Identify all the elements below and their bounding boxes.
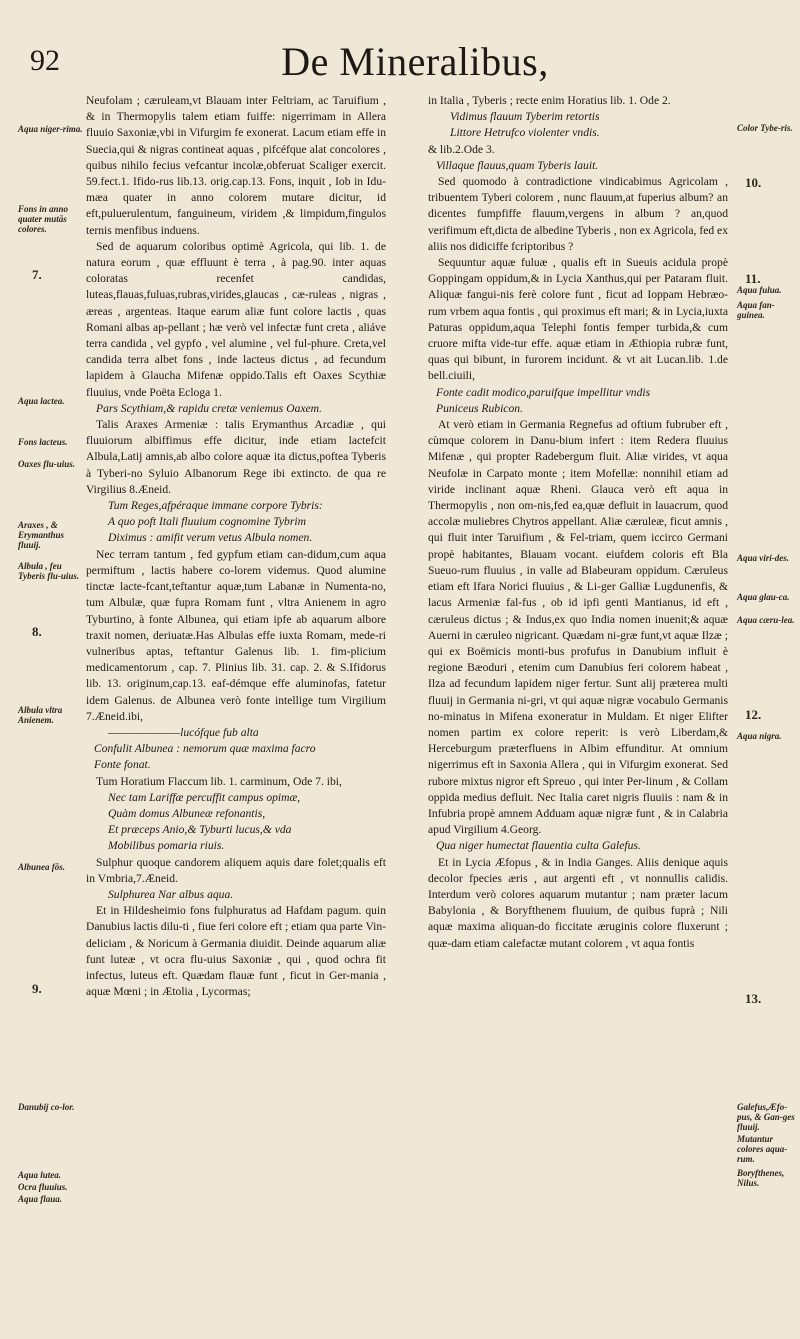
margin-note: Aqua cæru-lea. (737, 615, 795, 625)
margin-note: Aqua flaua. (18, 1194, 63, 1204)
running-title: De Mineralibus, (281, 39, 549, 84)
section-number: 9. (32, 981, 42, 996)
margin-note: Albula , feu Tyberis flu-uius. (18, 561, 80, 581)
paragraph: ———————lucófque fub alta (108, 725, 259, 739)
paragraph: Confulit Albunea : nemorum quæ maxima facro (94, 742, 316, 756)
paragraph: Puniceus Rubicon. (436, 401, 523, 415)
paragraph: Nec tam Lariffæ percuffit campus opimæ, (108, 790, 301, 804)
margin-note: Boryfthenes, Nilus. (737, 1168, 785, 1188)
paragraph: Mobilibus pomaria riuis. (108, 839, 225, 853)
margin-note: Araxes , & Erymanthus fluuij. (18, 520, 65, 550)
paragraph: Pars Scythiam,& rapidu cretæ veniemus Oaxem. (96, 401, 322, 415)
margin-note: Aqua nigra. (737, 731, 782, 741)
section-number: 13. (745, 991, 762, 1006)
margin-note: Aqua viri-des. (737, 553, 790, 563)
margin-note: Aqua lutea. (18, 1170, 62, 1180)
margin-note: Aqua fan-guinea. (737, 300, 775, 320)
paragraph: & lib.2.Ode 3. (428, 142, 495, 156)
paragraph: in Italia , Tyberis ; recte enim Horatius lib. 1. Ode 2. (428, 94, 671, 107)
paragraph: Vidimus flauum Tyberim retortis (450, 110, 600, 124)
margin-note: Aqua fulua. (737, 285, 782, 295)
left-column (86, 93, 386, 1000)
paragraph: Nec terram tantum , fed gypfum etiam can-didum,cum aqua permiftum , lactis habere co-lorem videmus. Quod alumine tinctæ lacte-fcant,teftantur aquæ,tum Labanæ in Numenta-no, tum Albulæ, quæ fupra Romam funt , vltra Anienem in agro Tyburtino, à fonte Albunea, qui etiam ipfe ab aquarum albore traxit nomen, deriuatæ.Has Albulas effe iuxta Romam, mede-ri vulneribus aptas, teftantur Galenus lib. 1. fim-plicium medicamentorum , cap. 7. Plinius lib. 31. cap. 2. & S.Ifidorus lib. 13. originum,cap.13. eaf-démque effe aluminofas, fatetur idem Galenus. de Albunea verò fonte intellige tum Virgilium 7.Æneid.ibi, (86, 547, 386, 723)
section-number: 8. (32, 624, 42, 639)
page-header (0, 0, 800, 95)
margin-note: Oaxes flu-uius. (18, 459, 76, 469)
margin-note: Aqua lactea. (18, 396, 65, 406)
paragraph: Sed quomodo à contradictione vindicabimus Agricolam , tribuentem Tyberi colorem , nunc flauum,at fuperius album? an dicentes fumpfiffe flauum,vergens in album ? an,quod verifimum eft,dicta de albedine Tyberis , non ex Agricola, fed ex aliis nos didiciffe fcriptoribus ? (428, 175, 728, 253)
paragraph: Sed de aquarum coloribus optimè Agricola, qui lib. 1. de natura eorum , quæ effluunt è terra , à pag.90. inter aquas coloratas recenfet candidas, luteas,flauas,fuluas,rubras,virides,glaucas , cæ-ruleas , nigras , æreas , argenteas. Itaque earum aliæ funt colore lactis , quas Romani albas ap-pellant ; hæ verò vel infectæ funt creta , aliáve terra candida , vel gypfo , vel alumine , vel ful-phure. Creta,vel candida terra albet fons , inde lacteus dictus , ad fecundum lapidem à Glaucha Mifenæ oppido.Talis eft Oaxes Scythiæ fluuius, vnde Poëta Ecloga 1. (86, 239, 386, 399)
paragraph: Neufolam ; cæruleam,vt Blauam inter Feltriam, ac Taruifium , & in Thermopylis talem etiam fuiffe: nigerrimam in Allera fluuio Saxoniæ,vbi in Vifurgim fe exonerat. Lacum etiam effe in Suecia,qui & nigras contineat aquas , pifcéfque alat concolores , quibus nihilo fecius vefcantur incolæ,obferuat Scaliger exercit. 59.fect.1. Ifido-rus lib.13. orig.cap.13. Fons, inquit , Iob in Idu-mæa quater in anno colorem mutare dicitur, id eft,puluerulentum, fanguineum, viridem ,& limpidum,fingulos ternis menfibus induens. (86, 94, 386, 237)
paragraph: Villaque flauus,quam Tyberis lauit. (436, 158, 599, 172)
paragraph: Sequuntur aquæ fuluæ , qualis eft in Sueuis acidula propè Goppingam oppidum,& in Lycia Xanthus,qui per Pataram fluit. Aliquæ fangui-nis ferè colore funt , ficut ad Ioppam Hebræo-rum vrbem aqua fontis , qui proximus eft mari; & in Lycia,iuxta Paturas oppidum,aqua Telephi fontis femper turbida,& cum cruore mifta vide-tur effe. aquæ etiam in Æthiopia rubræ funt, quas qui bibunt, in furorem incidunt. & vt ait Lucan.lib. 1.de bell.ciuili, (428, 256, 728, 383)
margin-note: Ocra fluuius. (18, 1182, 68, 1192)
paragraph: Quàm domus Albuneæ refonantis, (108, 806, 266, 820)
margin-note: Color Tybe-ris. (737, 123, 793, 133)
margin-note: Aqua glau-ca. (737, 592, 790, 602)
paragraph: Et in Hildesheimio fons fulphuratus ad Hafdam pagum. quin Danubius lactis dilu-ti , fiue feri colore eft ; etiam qua parte Vin-deliciam , & Noricum à Germania diuidit. Deinde aquarum aliæ funt luteæ , vt ocra flu-uius Saxoniæ , qui , quod ochra fit infectus, luteus eft. Quædam flauæ funt , ficut in Ger-mania , aquæ Mœni ; in Ætolia , Lycormas; (86, 904, 386, 999)
paragraph: Littore Hetrufco violenter vndis. (450, 126, 600, 140)
paragraph: Et præceps Anio,& Tyburti lucus,& vda (108, 823, 292, 837)
margin-note: Albula vltra Anienem. (18, 705, 63, 725)
paragraph: Sulphur quoque candorem aliquem aquis dare folet;qualis eft in Vmbria,7.Æneid. (86, 855, 386, 885)
section-number: 7. (32, 267, 42, 282)
margin-note: Fons in anno quater mutās colores. (18, 204, 69, 234)
paragraph: Qua niger humectat flauentia culta Galefus. (436, 839, 641, 853)
margin-note: Albunea fōs. (18, 862, 66, 872)
section-number: 11. (745, 271, 761, 286)
margin-note: Aqua niger-rima. (18, 124, 83, 134)
paragraph: Talis Araxes Armeniæ : talis Erymanthus Arcadiæ , qui fluuiorum albiffimus effe dicitur, inde etiam lactefcit Albula,Latij amnis,ab albo colore aquæ ita dictus,poftea Tyberis à Tyberi-no Syluio Albanorum Rege ibi extincto. de qua re Virgilius 8.Æneid. (86, 418, 386, 496)
paragraph: At verò etiam in Germania Regnefus ad oftium fubruber eft , cùmque colorem in Danu-bium infert : item Redera fluuius Mifenæ , qui propter Radebergum fluit. Aliæ virides, vt aqua Neufolæ in Carpato monte ; item Mofellæ: nonnihil etiam ad viride inclinant aquæ Rheni. Glauca verò eft aqua in Thermopylis , non om-nis,fed ea,quæ defluit in lauacrum, quod accolæ muliebres Chytros appellant. Aliæ cæruleæ, ficut amnis , qui fluit inter Taruifium , & Fel-triam, quem iccirco Germani propè habitantes, Blauam vocant. eiufdem coloris eft Bla Sueuo-rum fluuius , in valle ad Blabeuram oppidum. Cæruleus etiam eft Ifara Norici fluuius , & Li-ger Galliæ Lugdunenfis, & lacus Armeniæ fal-fus , ob id ipfi genti Mantianus, id eft , cæruleus dictus ; & Indus,ex quo India nomen inuenit;& aquæ Auerni in cæruleo nigricant. Quædam ni-græ funt,vt aquæ Ilzæ ; qui ex Boëmicis monti-bus profufus in Danubium influit è regione Bæoduri , etenim cum Danubius feri colorem habeat , Ilza ad fecundum lapidem niger fertur. Sunt alij præterea multi fluuij in Germania ni-gri, vt qui aquæ nigræ vocabulo Germanis no-minatus in Mifena exoneratur in Muldam. Et niger Elifter nomen partim ex colore reperit: is verò Liberdam,& Herceburgum præterfluens in Albim effunditur. At omnium nigerrimus eft in Saxonia Allera , qui in Vifurgim exonerat. Sed rubore mixtus nigror eft Spreuo , qui inter Per-linum , & Collam oppida medius defluit. Nec Italia caret nigris fluuiis : nam & in Infubria propè amnem Adduam aquæ nigræ funt , & in Calabria apud Virgilium 4.Georg. (428, 418, 728, 837)
margin-note: Mutantur colores aqua-rum. (737, 1134, 788, 1164)
paragraph: Tum Reges,afpéraque immane corpore Tybris: (108, 499, 323, 513)
page-number: 92 (30, 44, 60, 77)
section-number: 10. (745, 175, 762, 190)
paragraph: Fonte fonat. (94, 758, 151, 772)
margin-note: Fons lacteus. (18, 437, 68, 447)
paragraph: Et in Lycia Æfopus , & in India Ganges. Aliis denique aquis decolor fpecies æris , aut argenti eft , vt nonnullis calidis. Interdum verò colores aquarum mutantur ; nam præter lacum Babylonia , & Boryfthenem fluuium, de quibus fuprà ; Nili aquæ maxima aliquan-do ficcitate æruginis colore fluxerunt ; quæ-dam etiam calefactæ mutant colorem , vt aqua fontis (428, 855, 728, 950)
paragraph: Fonte cadit modico,paruifque impellitur vndis (436, 385, 651, 399)
paragraph: A quo poft Itali fluuium cognomine Tybrim (108, 515, 306, 529)
paragraph: Sulphurea Nar albus aqua. (108, 887, 234, 901)
paragraph: Diximus : amifit verum vetus Albula nomen. (108, 531, 313, 545)
margin-note: Danubij co-lor. (18, 1102, 75, 1112)
paragraph: Tum Horatium Flaccum lib. 1. carminum, Ode 7. ibi, (96, 774, 342, 788)
right-column (428, 93, 728, 952)
margin-note: Galefus,Æfo-pus, & Gan-ges fluuij. (737, 1102, 795, 1132)
section-number: 12. (745, 707, 762, 722)
